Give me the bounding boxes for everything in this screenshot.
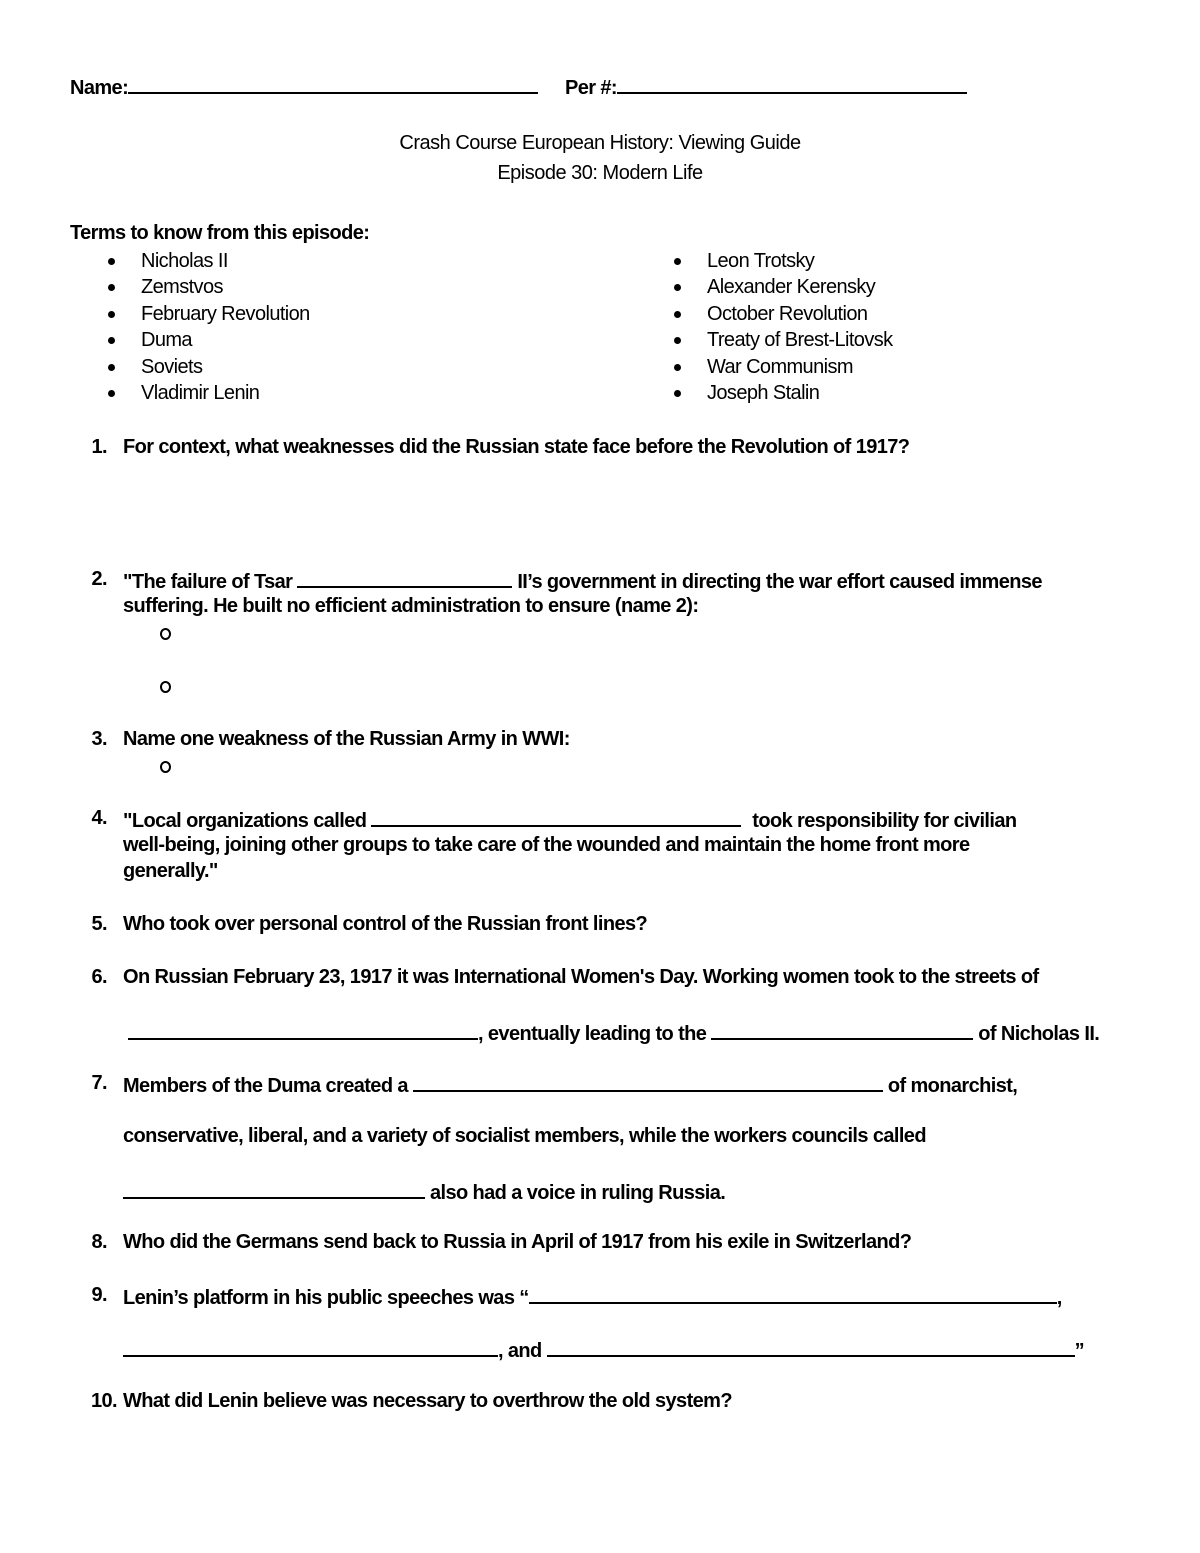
question-6-blank-outcome[interactable]	[711, 1020, 973, 1040]
term-item: Soviets	[141, 356, 203, 378]
question-6-blank-city[interactable]	[128, 1020, 478, 1040]
question-4-blank[interactable]	[371, 807, 741, 827]
question-4-line1	[123, 807, 1016, 833]
question-7-blank-soviets[interactable]	[123, 1179, 425, 1199]
question-7-line3	[123, 1179, 725, 1205]
question-2-text-a: "The failure of Tsar	[123, 571, 293, 593]
question-6-line2	[128, 1020, 1099, 1046]
episode-title: Episode 30: Modern Life	[497, 162, 703, 184]
term-item: October Revolution	[707, 303, 868, 325]
question-10-text: What did Lenin believe was necessary to overthrow the old system?	[123, 1390, 732, 1412]
guide-title: Crash Course European History: Viewing Guide	[399, 132, 801, 154]
term-item: Joseph Stalin	[707, 382, 820, 404]
question-9-blank-1[interactable]	[529, 1284, 1057, 1304]
term-item: Zemstvos	[141, 276, 223, 298]
bullet-icon	[674, 364, 681, 371]
term-item: Duma	[141, 329, 192, 351]
term-item: February Revolution	[141, 303, 310, 325]
term-item: Treaty of Brest-Litovsk	[707, 329, 893, 351]
question-6-line1: On Russian February 23, 1917 it was International Women's Day. Working women took to the streets of	[123, 966, 1039, 988]
question-2-text-b: II’s government in directing the war effort caused immense	[517, 571, 1042, 593]
question-9-line2	[123, 1337, 1084, 1363]
bullet-icon	[674, 311, 681, 318]
term-item: Alexander Kerensky	[707, 276, 876, 298]
question-7-text-a: Members of the Duma created a	[123, 1075, 408, 1097]
period-label: Per #:	[565, 77, 617, 99]
period-blank[interactable]	[617, 74, 967, 94]
question-2-line2: suffering. He built no efficient administration to ensure (name 2):	[123, 595, 699, 617]
terms-heading: Terms to know from this episode:	[70, 222, 370, 244]
bullet-icon	[108, 311, 115, 318]
bullet-icon	[674, 284, 681, 291]
sub-bullet-icon	[160, 628, 171, 640]
bullet-icon	[674, 258, 681, 265]
question-9-text-b: ,	[1056, 1287, 1062, 1309]
name-blank[interactable]	[128, 74, 538, 94]
question-9-text-c: , and	[498, 1340, 542, 1362]
bullet-icon	[108, 337, 115, 344]
term-item: Nicholas II	[141, 250, 228, 272]
period-field[interactable]	[565, 74, 967, 100]
question-number: 7.	[91, 1072, 107, 1094]
question-number: 9.	[91, 1284, 107, 1306]
sub-bullet-icon	[160, 681, 171, 693]
question-7-line1	[123, 1072, 1017, 1098]
question-9-line1	[123, 1284, 1062, 1310]
bullet-icon	[108, 258, 115, 265]
question-number: 10.	[90, 1390, 117, 1412]
bullet-icon	[674, 337, 681, 344]
question-8-text: Who did the Germans send back to Russia in April of 1917 from his exile in Switzerland?	[123, 1231, 912, 1253]
bullet-icon	[108, 390, 115, 397]
bullet-icon	[108, 364, 115, 371]
question-number: 8.	[91, 1231, 107, 1253]
question-3-text: Name one weakness of the Russian Army in WWI:	[123, 728, 570, 750]
term-item: Leon Trotsky	[707, 250, 815, 272]
question-number: 5.	[91, 913, 107, 935]
question-7-blank-government[interactable]	[413, 1072, 883, 1092]
question-4-text-a: "Local organizations called	[123, 810, 367, 832]
question-1-text: For context, what weaknesses did the Russian state face before the Revolution of 1917?	[123, 436, 910, 458]
bullet-icon	[674, 390, 681, 397]
name-field[interactable]	[70, 74, 538, 100]
question-number: 1.	[91, 436, 107, 458]
question-4-text-b: took responsibility for civilian	[752, 810, 1017, 832]
question-number: 2.	[91, 568, 107, 590]
question-9-text-d: ”	[1074, 1340, 1085, 1362]
question-9-blank-3[interactable]	[547, 1337, 1075, 1357]
question-number: 3.	[91, 728, 107, 750]
question-9-text-a: Lenin’s platform in his public speeches was “	[123, 1287, 529, 1309]
sub-bullet-icon	[160, 761, 171, 773]
question-number: 6.	[91, 966, 107, 988]
question-6-text-b: of Nicholas II.	[978, 1023, 1100, 1045]
question-2-line1	[123, 568, 1042, 594]
question-6-text-a: , eventually leading to the	[478, 1023, 707, 1045]
term-item: Vladimir Lenin	[141, 382, 260, 404]
name-label: Name:	[70, 77, 129, 99]
question-2-blank[interactable]	[297, 568, 512, 588]
question-4-line3: generally."	[123, 860, 218, 882]
question-number: 4.	[91, 807, 107, 829]
question-5-text: Who took over personal control of the Russian front lines?	[123, 913, 648, 935]
bullet-icon	[108, 284, 115, 291]
term-item: War Communism	[707, 356, 853, 378]
question-7-line2: conservative, liberal, and a variety of socialist members, while the workers councils called	[123, 1125, 926, 1147]
question-4-line2: well-being, joining other groups to take care of the wounded and maintain the home front more	[123, 834, 970, 856]
question-7-text-b: of monarchist,	[887, 1075, 1018, 1097]
question-9-blank-2[interactable]	[123, 1337, 498, 1357]
question-7-text-c: also had a voice in ruling Russia.	[429, 1182, 726, 1204]
